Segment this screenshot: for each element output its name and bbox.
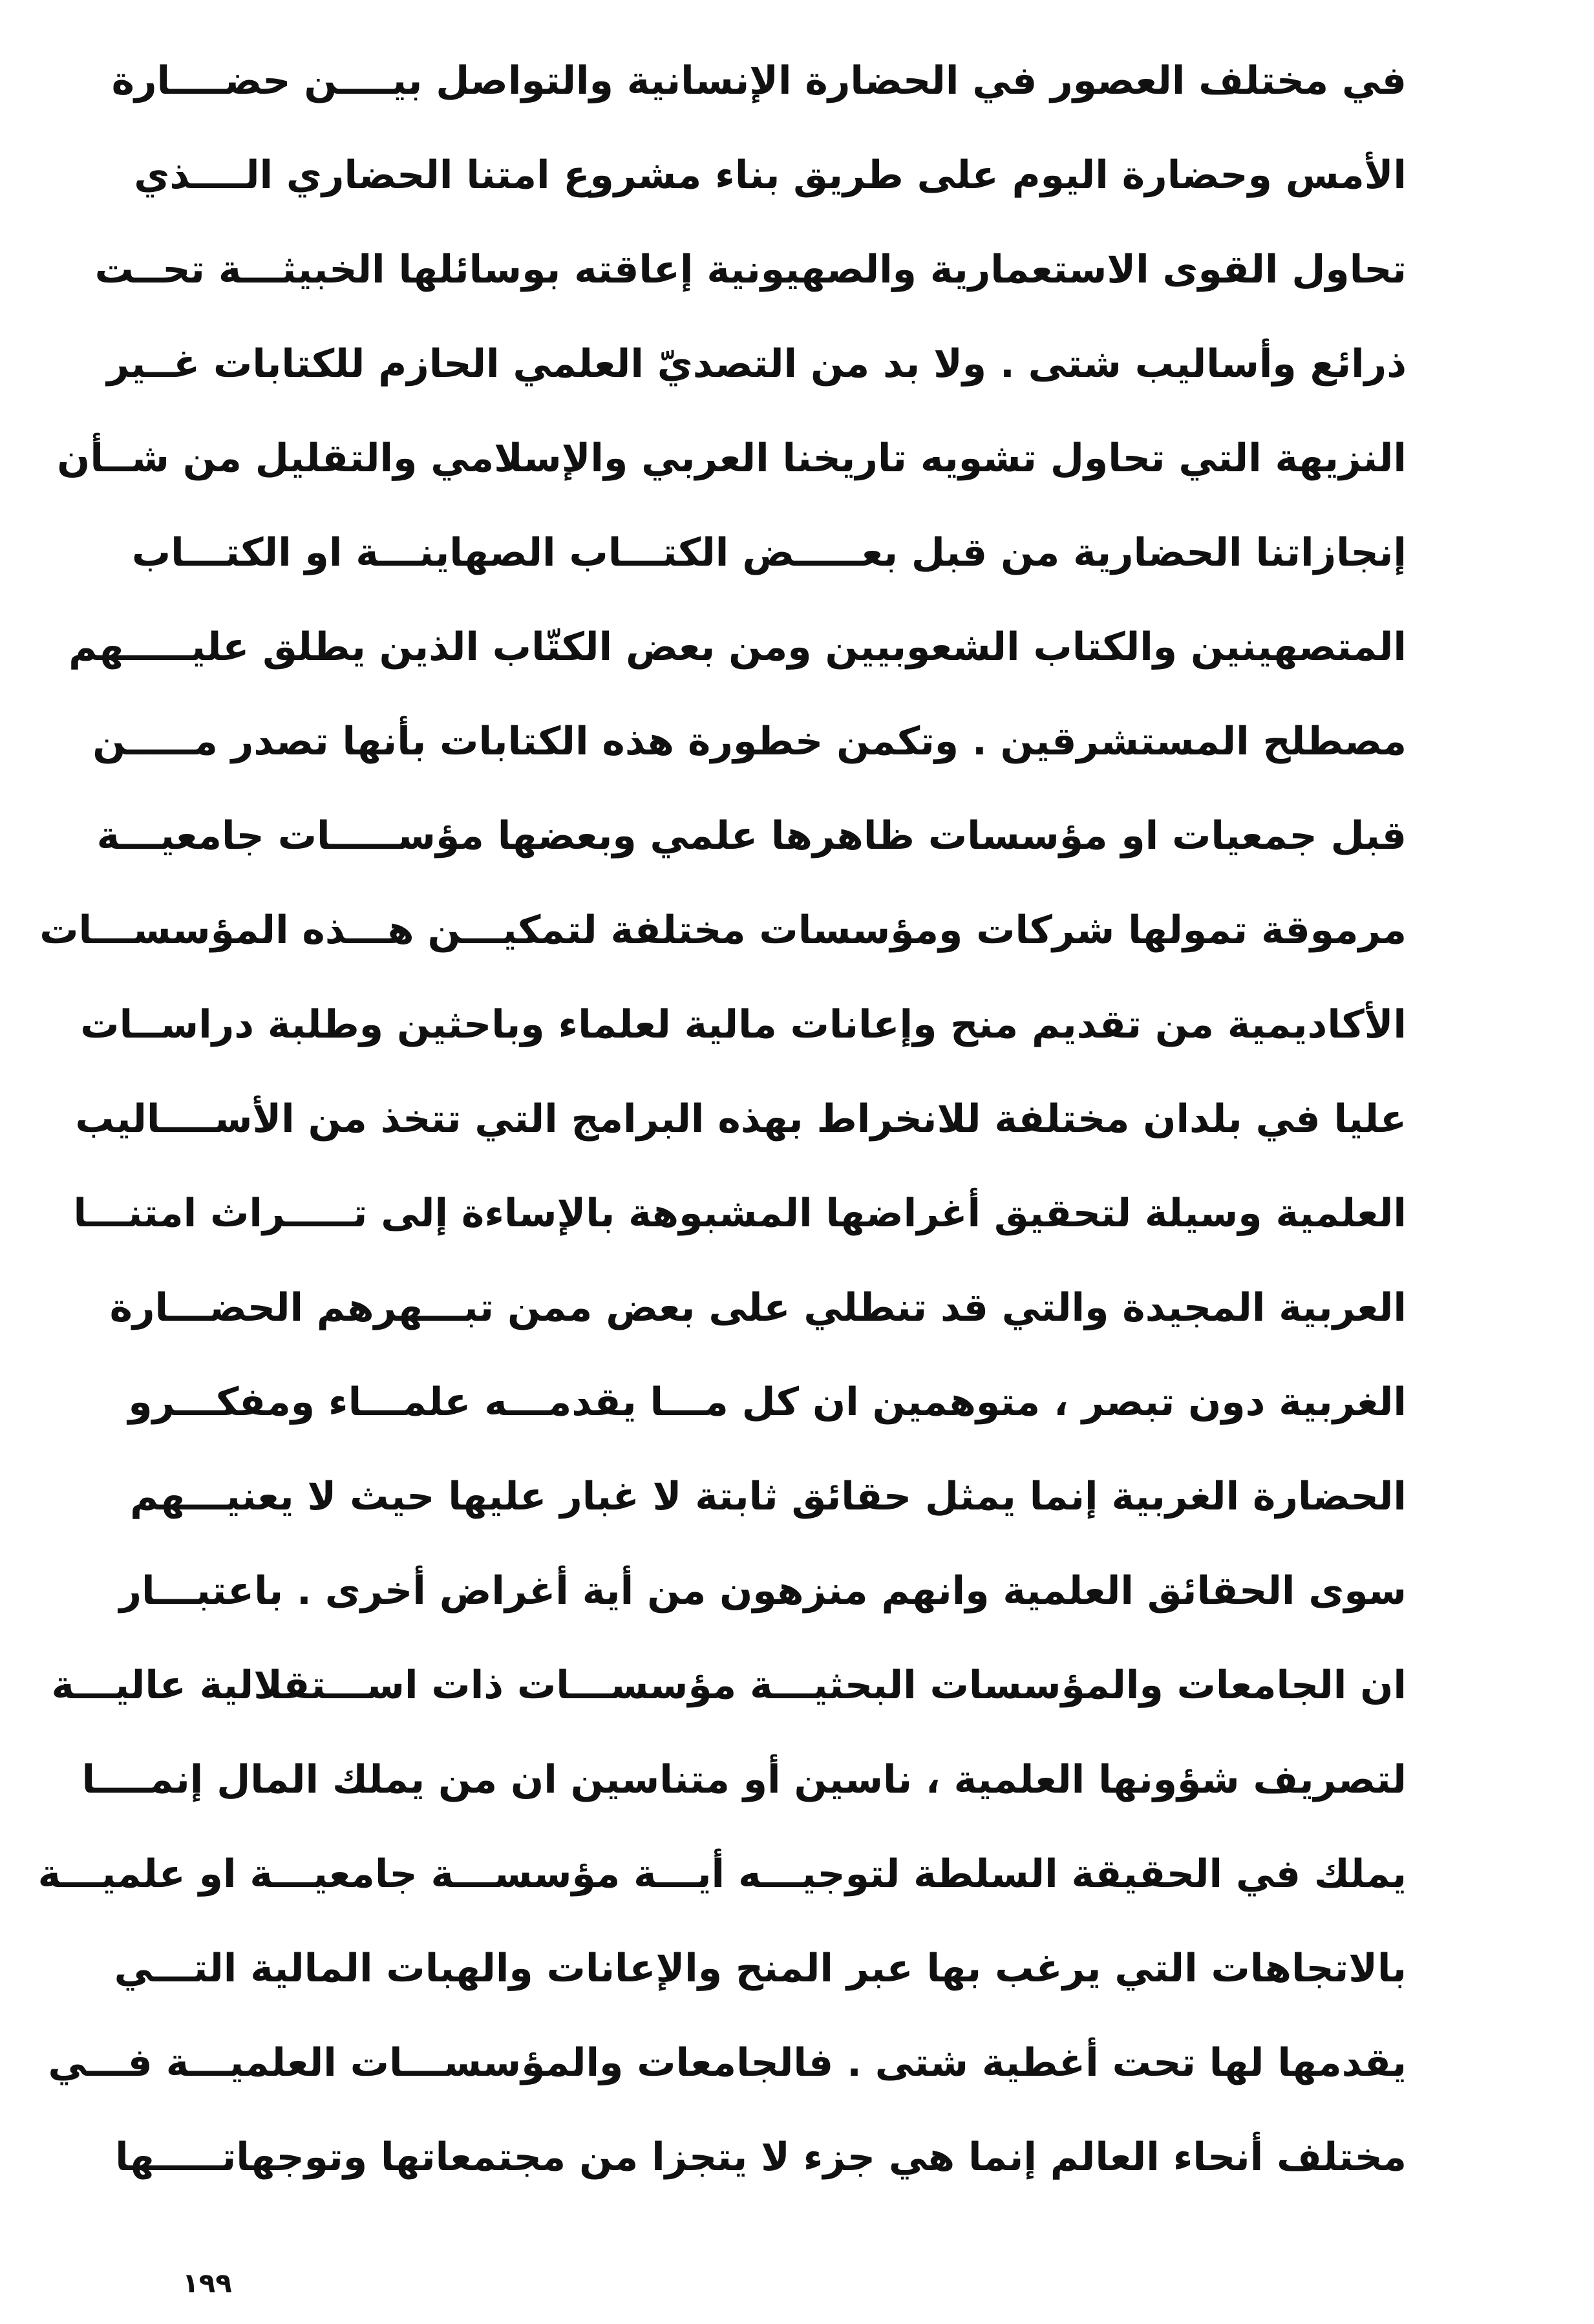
text-line: سوى الحقائق العلمية وانهم منزهون من أية أغراض أخرى . باعتبـــار [119, 1568, 1407, 1614]
text-line: العلمية وسيلة لتحقيق أغراضها المشبوهة بالإساءة إلى تـــــراث امتنـــا [73, 1191, 1407, 1236]
text-line: بالاتجاهات التي يرغب بها عبر المنح والإعانات والهبات المالية التـــي [114, 1946, 1407, 1991]
text-line: الحضارة الغربية إنما يمثل حقائق ثابتة لا غبار عليها حيث لا يعنيـــهم [130, 1474, 1407, 1519]
text-line: الأكاديمية من تقديم منح وإعانات مالية لعلماء وباحثين وطلبة دراســات [80, 1002, 1407, 1047]
text-line: يقدمها لها تحت أغطية شتى . فالجامعات والمؤسســـات العلميـــة فـــي [48, 2040, 1407, 2085]
text-line: الغربية دون تبصر ، متوهمين ان كل مـــا يقدمـــه علمـــاء ومفكـــرو [128, 1380, 1407, 1425]
text-line: تحاول القوى الاستعمارية والصهيونية إعاقته بوسائلها الخبيثـــة تحــت [94, 247, 1407, 292]
text-line: الأمس وحضارة اليوم على طريق بناء مشروع امتنا الحضاري الــــذي [134, 153, 1407, 198]
text-line: مرموقة تمولها شركات ومؤسسات مختلفة لتمكيـــن هـــذه المؤسســـات [39, 908, 1407, 953]
text-line: المتصهينين والكتاب الشعوبيين ومن بعض الكتّاب الذين يطلق عليـــــهم [69, 624, 1407, 670]
text-line: في مختلف العصور في الحضارة الإنسانية والتواصل بيــــن حضــــارة [111, 58, 1407, 103]
page-number: ١٩٩ [182, 2267, 232, 2299]
text-line: إنجازاتنا الحضارية من قبل بعـــــض الكتـــاب الصهاينـــة او الكتـــاب [131, 530, 1407, 575]
text-line: ان الجامعات والمؤسسات البحثيـــة مؤسســـات ذات اســـتقلالية عاليـــة [51, 1663, 1407, 1708]
text-line: لتصريف شؤونها العلمية ، ناسين أو متناسين ان من يملك المال إنمــــا [81, 1757, 1407, 1802]
text-line: عليا في بلدان مختلفة للانخراط بهذه البرامج التي تتخذ من الأســــاليب [75, 1096, 1407, 1142]
text-line: قبل جمعيات او مؤسسات ظاهرها علمي وبعضها مؤســـــات جامعيـــة [96, 813, 1407, 858]
text-line: النزيهة التي تحاول تشويه تاريخنا العربي والإسلامي والتقليل من شــأن [57, 436, 1407, 481]
text-line: مختلف أنحاء العالم إنما هي جزء لا يتجزا من مجتمعاتها وتوجهاتـــــها [115, 2135, 1407, 2180]
text-line: مصطلح المستشرقين . وتكمن خطورة هذه الكتابات بأنها تصدر مـــــن [92, 719, 1407, 764]
body-text [37, 34, 1407, 2204]
text-line: ذرائع وأساليب شتى . ولا بد من التصديّ العلمي الحازم للكتابات غــير [107, 341, 1407, 387]
text-line: يملك في الحقيقة السلطة لتوجيـــه أيـــة مؤسســـة جامعيـــة او علميـــة [37, 1851, 1407, 1897]
text-line: العربية المجيدة والتي قد تنطلي على بعض ممن تبـــهرهم الحضـــارة [109, 1285, 1407, 1330]
